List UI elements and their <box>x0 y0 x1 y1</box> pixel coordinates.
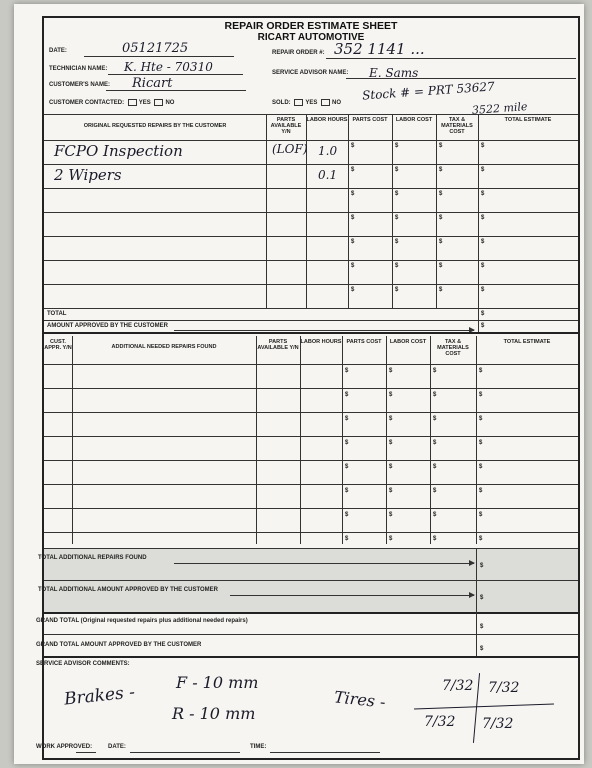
brakes-rear-comment: R - 10 mm <box>172 704 256 723</box>
sec1-parts-0[interactable]: (LOF) <box>272 142 308 156</box>
totals-value-divider <box>476 548 477 612</box>
sec2-dollar: $ <box>433 440 437 446</box>
technician-value[interactable]: K. Hte - 70310 <box>124 60 213 74</box>
tires-comment: Tires - <box>333 687 387 712</box>
sec2-row-line <box>44 460 578 461</box>
sec1-col-divider <box>478 114 479 308</box>
sec2-dollar: $ <box>389 392 393 398</box>
sold-yes-label: YES <box>305 100 318 107</box>
sec1-row-line <box>44 236 578 237</box>
sec1-dollar: $ <box>481 263 485 269</box>
sec1-col-divider <box>436 114 437 308</box>
stock-number-note: Stock # = PRT 53627 <box>361 79 496 103</box>
sec1-bottom-line <box>44 332 578 334</box>
total-additional-approved-label: TOTAL ADDITIONAL AMOUNT APPROVED BY THE CUSTOMER <box>38 587 219 593</box>
sec2-header-4: PARTS COST <box>346 339 382 345</box>
sec1-total-line <box>44 320 578 321</box>
grand-total-line <box>44 634 578 635</box>
sec2-dollar: $ <box>389 512 393 518</box>
sold-no-checkbox[interactable] <box>321 99 330 106</box>
contacted-yes-checkbox[interactable] <box>128 99 137 106</box>
sec1-dollar: $ <box>395 215 399 221</box>
tire-depth-lf: 7/32 <box>442 678 474 694</box>
sec2-dollar: $ <box>345 368 349 374</box>
sec2-col-divider <box>256 336 257 544</box>
sec1-row-line <box>44 260 578 261</box>
sold-yes-checkbox[interactable] <box>294 99 303 106</box>
sec2-col-divider <box>386 336 387 544</box>
sec1-dollar: $ <box>351 287 355 293</box>
sec1-dollar: $ <box>481 215 485 221</box>
grand-total-approved-label: GRAND TOTAL AMOUNT APPROVED BY THE CUSTOMER <box>36 642 202 648</box>
sec1-header-3: PARTS COST <box>352 117 388 123</box>
sec2-dollar: $ <box>345 488 349 494</box>
sec1-row-line <box>44 212 578 213</box>
contacted-no-checkbox[interactable] <box>154 99 163 106</box>
form-title: REPAIR ORDER ESTIMATE SHEET <box>224 20 398 32</box>
sec1-dollar: $ <box>439 191 443 197</box>
footer-time-line <box>270 752 380 753</box>
sec2-dollar: $ <box>389 368 393 374</box>
sec2-dollar: $ <box>433 536 437 542</box>
paper-sheet <box>14 4 584 764</box>
sec1-dollar: $ <box>395 239 399 245</box>
brakes-comment: Brakes - <box>63 682 136 710</box>
sec2-row-line <box>44 436 578 437</box>
footer-date-label: DATE: <box>108 744 126 750</box>
sec1-dollar: $ <box>481 239 485 245</box>
sold-label: SOLD: <box>272 100 291 107</box>
total-additional-approved-dollar: $ <box>480 595 484 601</box>
comments-divider <box>44 656 578 658</box>
tire-divider-line <box>414 704 554 710</box>
sec2-dollar: $ <box>433 416 437 422</box>
date-label: DATE: <box>49 48 67 54</box>
sec2-dollar: $ <box>479 392 483 398</box>
sec2-header-5: LABOR COST <box>389 339 427 345</box>
sec1-row-line <box>44 308 578 309</box>
repair-order-form <box>36 16 580 760</box>
sec1-dollar: $ <box>351 263 355 269</box>
footer-date-line <box>130 752 240 753</box>
sec2-dollar: $ <box>389 536 393 542</box>
service-advisor-value[interactable]: E. Sams <box>369 66 419 80</box>
sec2-col-divider <box>300 336 301 544</box>
sec2-dollar: $ <box>479 512 483 518</box>
grand-total-value-divider <box>476 612 477 656</box>
sec2-dollar: $ <box>345 416 349 422</box>
contacted-yes-label: YES <box>138 100 151 107</box>
sec1-row-line <box>44 284 578 285</box>
tire-depth-rr: 7/32 <box>482 716 514 732</box>
customer-contacted-label <box>49 99 174 106</box>
repair-order-line <box>326 58 576 59</box>
sec2-dollar: $ <box>345 536 349 542</box>
sec1-dollar: $ <box>481 287 485 293</box>
total-additional-found-dollar: $ <box>480 563 484 569</box>
sec2-dollar: $ <box>433 368 437 374</box>
sec2-row-line <box>44 388 578 389</box>
sec1-dollar: $ <box>351 167 355 173</box>
sold-no-label: NO <box>332 100 342 107</box>
sec2-dollar: $ <box>433 392 437 398</box>
sec1-header-4: LABOR COST <box>395 117 433 123</box>
sec1-dollar: $ <box>351 143 355 149</box>
technician-label: TECHNICIAN NAME: <box>49 66 108 72</box>
sec2-dollar: $ <box>389 416 393 422</box>
sec2-dollar: $ <box>345 464 349 470</box>
sec2-dollar: $ <box>479 368 483 374</box>
sec1-total-dollar: $ <box>481 311 485 317</box>
sec2-dollar: $ <box>479 464 483 470</box>
sec1-approved-arrow <box>174 330 474 331</box>
sec2-dollar: $ <box>389 488 393 494</box>
sec1-dollar: $ <box>395 167 399 173</box>
sec1-row-line <box>44 188 578 189</box>
sec2-row-line <box>44 412 578 413</box>
sec2-dollar: $ <box>479 440 483 446</box>
customer-name-line <box>106 90 246 91</box>
work-approved-label: WORK APPROVED: <box>36 744 93 750</box>
totals-top-line <box>44 548 578 549</box>
total-additional-approved-arrow <box>230 595 474 596</box>
sold-label-group <box>272 99 341 106</box>
mileage-note: 3522 mile <box>471 100 528 117</box>
grand-total-divider <box>44 612 578 614</box>
repair-order-label: REPAIR ORDER #: <box>272 50 325 56</box>
footer-time-label: TIME: <box>250 744 267 750</box>
work-approved-line <box>76 752 96 753</box>
sec2-header-3: LABOR HOURS <box>300 339 342 345</box>
customer-name-value[interactable]: Ricart <box>132 76 173 91</box>
sec2-dollar: $ <box>433 488 437 494</box>
sec2-dollar: $ <box>433 512 437 518</box>
sec2-row-line <box>44 484 578 485</box>
grand-total-approved-dollar: $ <box>480 646 484 652</box>
sec1-header-0: ORIGINAL REQUESTED REPAIRS BY THE CUSTOMER <box>83 123 227 129</box>
customer-contacted-text: CUSTOMER CONTACTED: <box>49 100 125 107</box>
total-additional-found-arrow <box>174 563 474 564</box>
date-line <box>84 56 234 57</box>
sec1-col-divider <box>348 114 349 308</box>
sec1-dollar: $ <box>439 287 443 293</box>
totals-mid-line <box>44 580 578 581</box>
date-value[interactable]: 05121725 <box>122 41 189 56</box>
sec1-col-divider <box>392 114 393 308</box>
tire-depth-lr: 7/32 <box>424 714 456 730</box>
sec1-dollar: $ <box>481 143 485 149</box>
sec2-dollar: $ <box>479 416 483 422</box>
sec1-top-line <box>44 114 578 115</box>
brakes-front-comment: F - 10 mm <box>176 673 259 692</box>
sec1-dollar: $ <box>395 263 399 269</box>
sec1-repair-1[interactable]: 2 Wipers <box>54 166 122 184</box>
sec1-dollar: $ <box>351 239 355 245</box>
sec2-col-divider <box>342 336 343 544</box>
customer-name-label: CUSTOMER'S NAME: <box>49 82 110 88</box>
sec2-row-line <box>44 508 578 509</box>
sec1-dollar: $ <box>439 167 443 173</box>
sec1-dollar: $ <box>481 167 485 173</box>
sec2-dollar: $ <box>389 464 393 470</box>
sec1-col-divider <box>266 114 267 308</box>
sec2-header-2: PARTS AVAILABLE Y/N <box>257 339 299 351</box>
total-additional-found-label: TOTAL ADDITIONAL REPAIRS FOUND <box>38 555 147 561</box>
repair-order-value[interactable]: 352 1141 ... <box>334 40 425 58</box>
sec1-header-5: TAX & MATERIALS COST <box>441 117 473 135</box>
sec1-approved-label: AMOUNT APPROVED BY THE CUSTOMER <box>47 323 168 329</box>
service-advisor-label: SERVICE ADVISOR NAME: <box>272 70 349 76</box>
sec2-dollar: $ <box>345 512 349 518</box>
sec1-total-label: TOTAL <box>47 311 67 317</box>
sec2-dollar: $ <box>345 392 349 398</box>
sec1-dollar: $ <box>439 263 443 269</box>
form-subtitle: RICART AUTOMOTIVE <box>257 32 365 43</box>
sec2-header-7: TOTAL ESTIMATE <box>503 339 551 345</box>
sec1-dollar: $ <box>481 191 485 197</box>
tire-divider-vertical <box>473 673 480 743</box>
sec1-dollar: $ <box>439 239 443 245</box>
sec2-dollar: $ <box>345 440 349 446</box>
grand-total-dollar: $ <box>480 624 484 630</box>
sec2-header-1: ADDITIONAL NEEDED REPAIRS FOUND <box>111 344 217 350</box>
sec2-col-divider <box>476 336 477 544</box>
sec1-dollar: $ <box>395 287 399 293</box>
sec1-row-line <box>44 164 578 165</box>
sec1-dollar: $ <box>439 215 443 221</box>
grand-total-label: GRAND TOTAL (Original requested repairs plus additional needed repairs) <box>36 618 248 624</box>
sec1-row-line <box>44 140 578 141</box>
sec1-hours-1[interactable]: 0.1 <box>318 168 338 182</box>
sec1-header-6: TOTAL ESTIMATE <box>504 117 552 123</box>
sec1-dollar: $ <box>395 143 399 149</box>
sec2-row-line <box>44 532 578 533</box>
contacted-no-label: NO <box>165 100 175 107</box>
sec1-approved-dollar: $ <box>481 323 485 329</box>
sec1-dollar: $ <box>351 215 355 221</box>
service-advisor-comments-label: SERVICE ADVISOR COMMENTS: <box>36 661 130 667</box>
sec2-row-line <box>44 364 578 365</box>
tire-depth-rf: 7/32 <box>488 680 520 696</box>
sec2-dollar: $ <box>479 536 483 542</box>
sec2-header-6: TAX & MATERIALS COST <box>437 339 469 357</box>
sec1-dollar: $ <box>439 143 443 149</box>
sec1-dollar: $ <box>395 191 399 197</box>
sec1-header-2: LABOR HOURS <box>306 117 348 123</box>
sec1-total-divider <box>478 308 479 332</box>
sec1-repair-0[interactable]: FCPO Inspection <box>54 142 183 160</box>
sec2-header-0: CUST. APPR. Y/N <box>44 339 72 351</box>
sec2-col-divider <box>430 336 431 544</box>
sec2-dollar: $ <box>479 488 483 494</box>
sec2-dollar: $ <box>433 464 437 470</box>
sec2-col-divider <box>72 336 73 544</box>
technician-line <box>108 74 243 75</box>
sec2-dollar: $ <box>389 440 393 446</box>
sec1-hours-0[interactable]: 1.0 <box>318 144 338 158</box>
sec1-header-1: PARTS AVAILABLE Y/N <box>270 117 302 135</box>
sec1-dollar: $ <box>351 191 355 197</box>
